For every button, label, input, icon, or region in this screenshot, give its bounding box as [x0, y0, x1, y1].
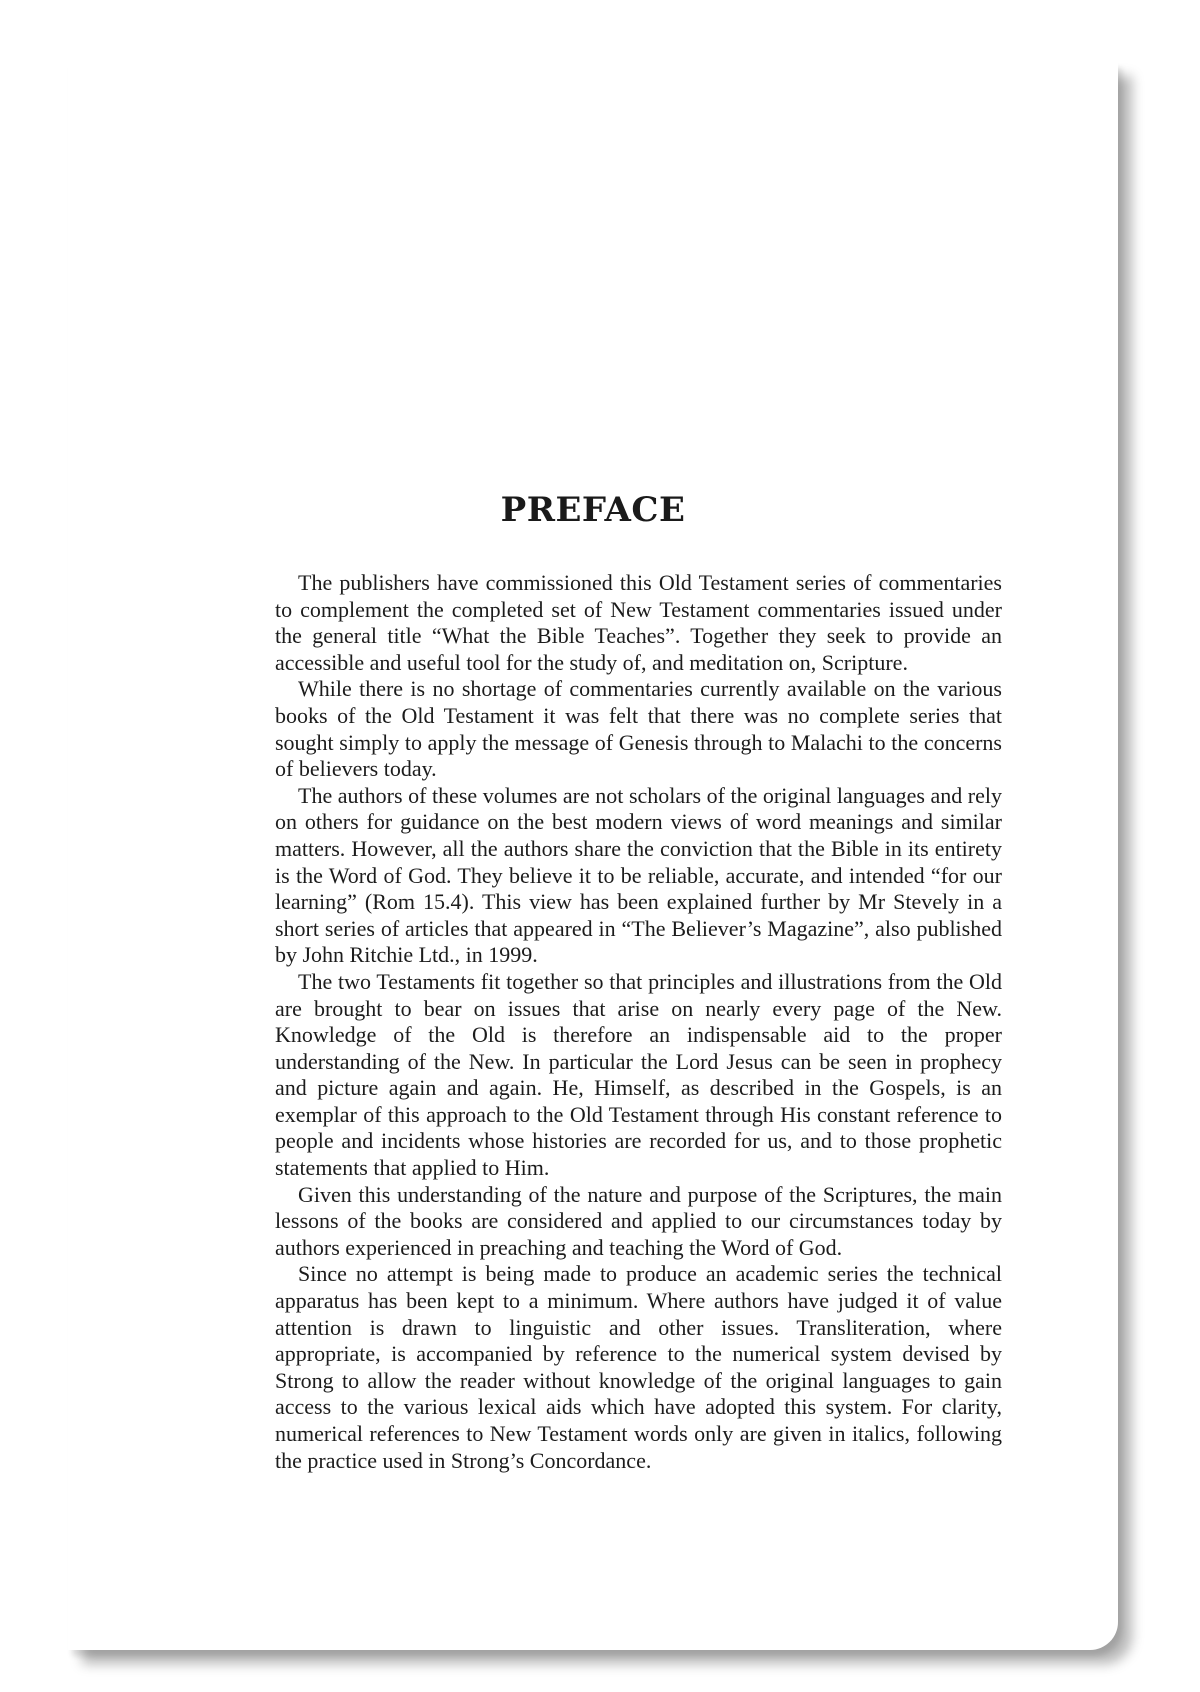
paragraph: Given this understanding of the nature and purpose of the Scriptures, the main lessons of the books are considered and applied to our circumstances today by authors experienced in preaching and teaching the Word of God.: [275, 1181, 1002, 1260]
paragraph: The authors of these volumes are not scholars of the original languages and rely on others for guidance on the best modern views of word meanings and similar matters. However, all the authors share the conviction that the Bible in its entirety is the Word of God. They believe it to be reliable, accurate, and intended “for our learning” (Rom 15.4). This view has been explained further by Mr Stevely in a short series of articles that appeared in “The Believer’s Magazine”, also published by John Ritchie Ltd., in 1999.: [275, 782, 1002, 968]
preface-body: [275, 570, 1002, 1474]
paragraph: While there is no shortage of commentaries currently available on the various books of the Old Testament it was felt that there was no complete series that sought simply to apply the message of Genesis through to Malachi to the concerns of believers today.: [275, 676, 1002, 782]
paragraph: The publishers have commissioned this Old Testament series of commentaries to complement the completed set of New Testament commentaries issued under the general title “What the Bible Teaches”. Together they seek to provide an accessible and useful tool for the study of, and meditation on, Scripture.: [275, 570, 1002, 675]
page-title: PREFACE: [500, 490, 686, 530]
paragraph: Since no attempt is being made to produce an academic series the technical apparatus has been kept to a minimum. Where authors have judged it of value attention is drawn to linguistic and other issues. Transliteration, where appropriate, is accompanied by reference to the numerical system devised by Strong to allow the reader without knowledge of the original languages to gain access to the various lexical aids which have adopted this system. For clarity, numerical references to New Testament words only are given in italics, following the practice used in Strong’s Concordance.: [275, 1261, 1002, 1473]
document-page: [68, 62, 1118, 1650]
paragraph: The two Testaments fit together so that principles and illustrations from the Old are brought to bear on issues that arise on nearly every page of the New. Knowledge of the Old is therefore an indispensable aid to the proper understanding of the New. In particular the Lord Jesus can be seen in prophecy and picture again and again. He, Himself, as described in the Gospels, is an exemplar of this approach to the Old Testament through His constant reference to people and incidents whose histories are recorded for us, and to those prophetic statements that applied to Him.: [275, 968, 1002, 1181]
